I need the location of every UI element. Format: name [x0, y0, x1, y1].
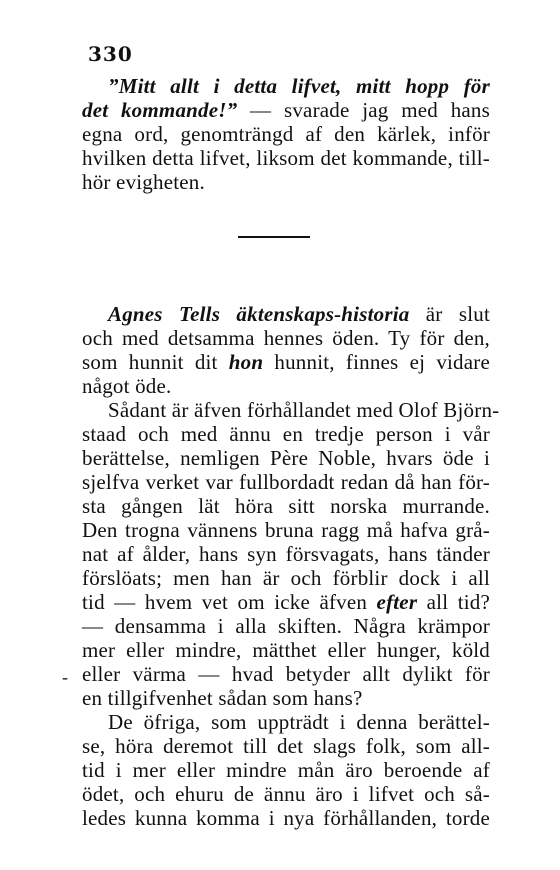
page-number: 330 [88, 42, 133, 66]
paragraph-quote [82, 74, 490, 194]
text-line: en tillgifvenhet sådan som hans? [82, 686, 363, 710]
text-line: Sådant är äfven förhållandet med Olof Björn- [108, 398, 500, 422]
text-line: sta gången lät höra sitt norska murrande. [82, 494, 490, 518]
paragraph-others [82, 710, 490, 830]
text-line: tid — hvem vet om icke äfven efter all tid? [82, 590, 491, 614]
text-line: ”Mitt allt i detta lifvet, mitt hopp för [108, 74, 490, 98]
text-line: hvilken detta lifvet, liksom det kommande, till- [82, 146, 490, 170]
text-line: ledes kunna komma i nya förhållanden, torde [82, 806, 490, 830]
text-line: ödet, och ehuru de ännu äro i lifvet och så- [82, 782, 490, 806]
paragraph-olof [82, 398, 500, 710]
text-line: Agnes Tells äktenskaps-historia är slut [108, 302, 490, 326]
text-line: som hunnit dit hon hunnit, finnes ej vidare [82, 350, 490, 374]
margin-mark: - [62, 667, 68, 687]
text-line: det kommande!” — svarade jag med hans [82, 98, 490, 122]
text-line: egna ord, genomträngd af den kärlek, inför [82, 122, 490, 146]
text-line: Den trogna vännens bruna ragg må hafva grå- [82, 518, 490, 542]
paragraph-agnes [82, 302, 490, 398]
text-line: sjelfva verket var fullbordadt redan då han för- [82, 470, 490, 494]
text-line: berättelse, nemligen Père Noble, hvars öde i [82, 446, 490, 470]
text-line: staad och med ännu en tredje person i vår [82, 422, 490, 446]
text-line: hör evigheten. [82, 170, 205, 194]
text-line: mer eller mindre, mätthet eller hunger, köld [82, 638, 490, 662]
text-line: — densamma i alla skiften. Några krämpor [82, 614, 490, 638]
text-line: och med detsamma hennes öden. Ty för den, [82, 326, 490, 350]
text-line: eller värma — hvad betyder allt dylikt för [82, 662, 490, 686]
section-divider [238, 236, 310, 238]
text-line: tid i mer eller mindre mån äro beroende af [82, 758, 490, 782]
text-line: nat af ålder, hans syn försvagats, hans tänder [82, 542, 490, 566]
text-line: se, höra deremot till det slags folk, som all- [82, 734, 490, 758]
text-line: förslöats; men han är och förblir dock i all [82, 566, 490, 590]
text-line: De öfriga, som uppträdt i denna berättel- [108, 710, 490, 734]
text-line: något öde. [82, 374, 172, 398]
